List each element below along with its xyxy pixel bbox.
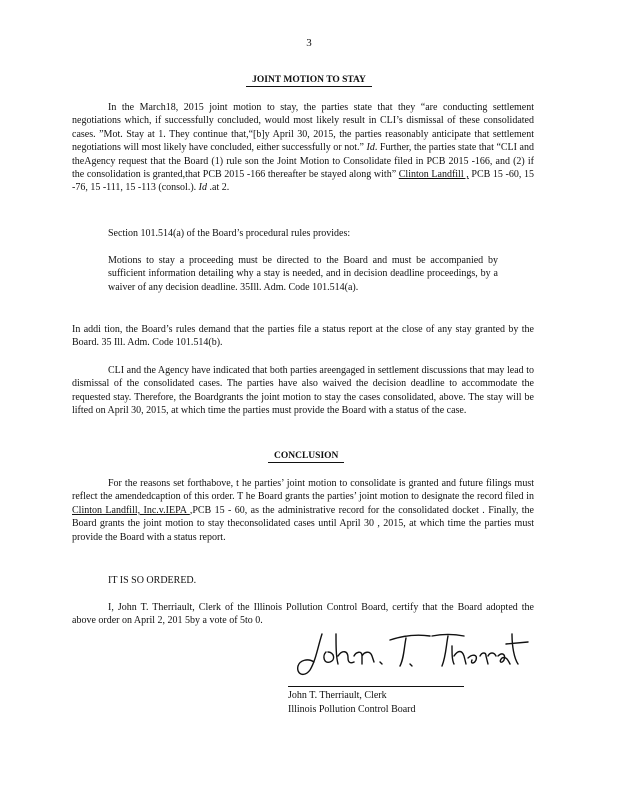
paragraph-stay-granted: CLI and the Agency have indicated that both parties areengaged in settlement discussions that may lead to dismissal of the consolidated cases. The parties have also waived the decision deadline to accommodate the requested stay. Therefore, the Boardgrants the joint motion to stay the cases consolidated, above. The stay will be lifted on April 30, 2015, at which time the parties must provide the Board with a status of the case.	[72, 365, 534, 417]
case-name: Clinton Landfill ,	[398, 169, 469, 181]
section-heading-conclusion	[268, 451, 344, 461]
page-number: 3	[306, 37, 312, 49]
ordered-statement: IT IS SO ORDERED.	[108, 575, 197, 586]
citation-id: Id	[198, 182, 207, 194]
text-run: In the March18, 2015 joint motion to stay, the parties state that they “are conducting settlement negotiations which, if successfully concluded, would most likely result in CLI’s dismissal of these consolidated cases. ”Mot. Stay at 1. They continue that,“[b]y April 30, 2015, the parties reasonably anticipate that settlement negotiations will most likely have concluded, either successfully or not.”	[72, 102, 534, 154]
handwritten-signature	[292, 626, 532, 680]
case-name: Clinton Landfill, Inc.v.IEPA	[72, 504, 190, 516]
block-quote: Motions to stay a proceeding must be directed to the Board and must be accompanied by sufficient information detailing why a stay is needed, and in decision deadline proceedings, by a waiver of any decision deadline. 35Ill. Adm. Code 101.514(a).	[108, 255, 498, 293]
heading-text: CONCLUSION	[268, 451, 344, 463]
heading-text: JOINT MOTION TO STAY	[246, 75, 372, 87]
citation-id: Id	[366, 142, 375, 154]
text-run: PCB 15 -60, 15 -76, 15 -111, 15 -113 (consol.).	[72, 169, 535, 194]
signatory-organization: Illinois Pollution Control Board	[288, 704, 416, 715]
text-run: .at 2.	[207, 182, 230, 194]
text-run: For the reasons set forthabove, t he parties’ joint motion to consolidate is granted and future filings must reflect the amendedcaption of this order. T he Board grants the parties’ joint motion to designate the record filed in	[72, 478, 534, 503]
section-heading-joint-motion	[0, 75, 618, 85]
paragraph-section-intro: Section 101.514(a) of the Board’s procedural rules provides:	[108, 228, 351, 239]
paragraph-motion-summary	[72, 101, 534, 195]
paragraph-status-report: In addi tion, the Board’s rules demand that the parties file a status report at the close of any stay granted by the Board. 35 Ill. Adm. Code 101.514(b).	[72, 324, 534, 349]
text-run: . Further, the parties state that “CLI and theAgency request that the Board (1) rule son the Joint Motion to Consolidate filed in PCB 2015 -166, and (2) if the consolidation is granted,that PCB 2015 -166 thereafter be stayed along with”	[72, 142, 535, 181]
signatory-name: John T. Therriault, Clerk	[288, 690, 387, 701]
paragraph-conclusion	[72, 477, 534, 544]
clerk-certification: I, John T. Therriault, Clerk of the Illinois Pollution Control Board, certify that the Board adopted the above order on April 2, 201 5by a vote of 5to 0.	[72, 602, 534, 627]
text-run: ,PCB 15 - 60, as the administrative record for the consolidated docket . Finally, the Board grants the joint motion to stay theconsolidated cases until April 30 , 2015, at which time the parties must provide the Board with a status report.	[72, 504, 534, 543]
signature-line	[288, 686, 464, 687]
